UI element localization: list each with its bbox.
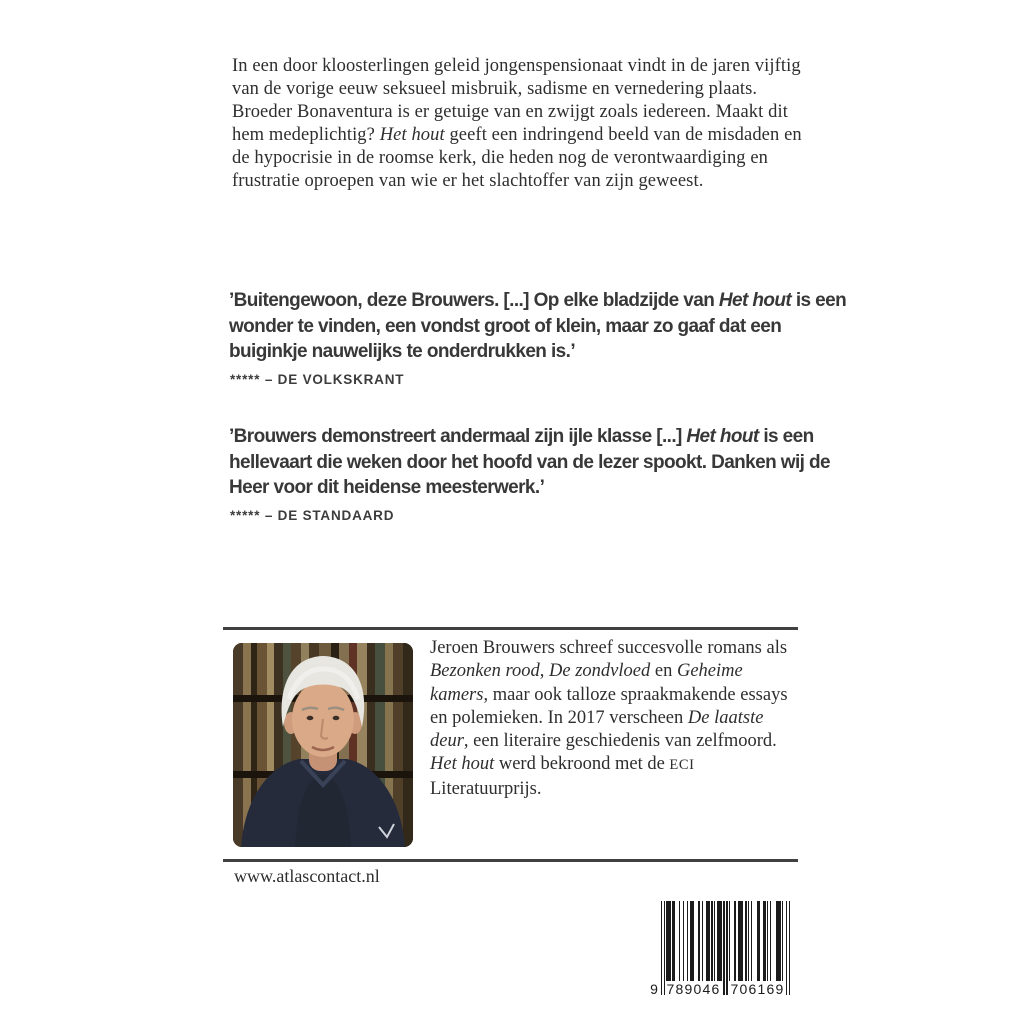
book-title-italic: De laatste deur [430,707,764,752]
bio-run: Literatuurprijs. [430,778,542,799]
divider-line-top [223,627,798,630]
barcode-digit-group: 9 [650,981,658,997]
book-title-italic: Het hout [430,754,495,775]
book-title-italic: Het hout [379,125,445,145]
synopsis-text: geeft een indringend beeld van de misdaden en de hypocrisie in de roomse kerk, die heden nog de verontwaardiging en frustratie oproepen van wie er het slachtoffer van zijn geweest. [232,125,802,191]
book-title-italic: Het hout [686,426,759,447]
bio-run: en [650,661,677,682]
barcode-digit-group: 789046 [666,981,721,997]
bio-run: Jeroen Brouwers schreef succesvolle romans als [430,638,788,658]
isbn-barcode [648,901,793,995]
review-quote-standaard [229,424,857,523]
divider-line-bottom [223,859,798,862]
bio-run: werd bekroond met de [494,754,670,775]
publisher-website: www.atlascontact.nl [234,866,380,886]
book-title-italic: De zondvloed [549,661,651,682]
book-title-italic: Bezonken rood [430,661,540,682]
quote-attribution: ***** – DE STANDAARD [230,507,395,523]
synopsis-paragraph [232,55,804,193]
quote-run: ’Brouwers demonstreert andermaal zijn ijle klasse [...] [229,426,687,447]
author-portrait-illustration [233,643,413,847]
bio-run: , een literaire geschiedenis van zelfmoord. [463,731,777,752]
author-photo [233,643,413,847]
barcode-number [648,981,793,998]
quote-run: is een hellevaart die weken door het hoofd van de lezer spookt. Danken wij de Heer voor dit heidense meesterwerk.’ [229,426,830,498]
quote-text [229,288,857,365]
book-title-italic: Het hout [718,290,792,311]
quote-text [229,424,857,501]
quote-run: ’Buitengewoon, deze Brouwers. [...] Op elke bladzijde van [229,290,719,311]
bio-run: , [539,661,550,682]
quote-attribution: ***** – DE VOLKSKRANT [230,371,405,387]
book-title-italic: Geheime kamers [430,661,743,705]
eci-smallcaps: ECI [669,757,695,774]
review-quote-volkskrant [229,288,857,387]
author-bio [430,637,805,801]
bio-run: , maar ook talloze spraakmakende essays en polemieken. In 2017 verscheen [430,684,788,728]
barcode-digit-group: 706169 [730,981,785,997]
quote-run: is een wonder te vinden, een vondst groot of klein, maar zo gaaf dat een buiginkje nauwelijks te onderdrukken is.’ [229,290,847,362]
synopsis-text: In een door kloosterlingen geleid jongenspensionaat vindt in de jaren vijftig van de vorige eeuw seksueel misbruik, sadisme en vernedering plaats. Broeder Bonaventura is er getuige van en zwijgt zoals iedereen. Maakt dit hem medeplichtig? [232,56,801,145]
